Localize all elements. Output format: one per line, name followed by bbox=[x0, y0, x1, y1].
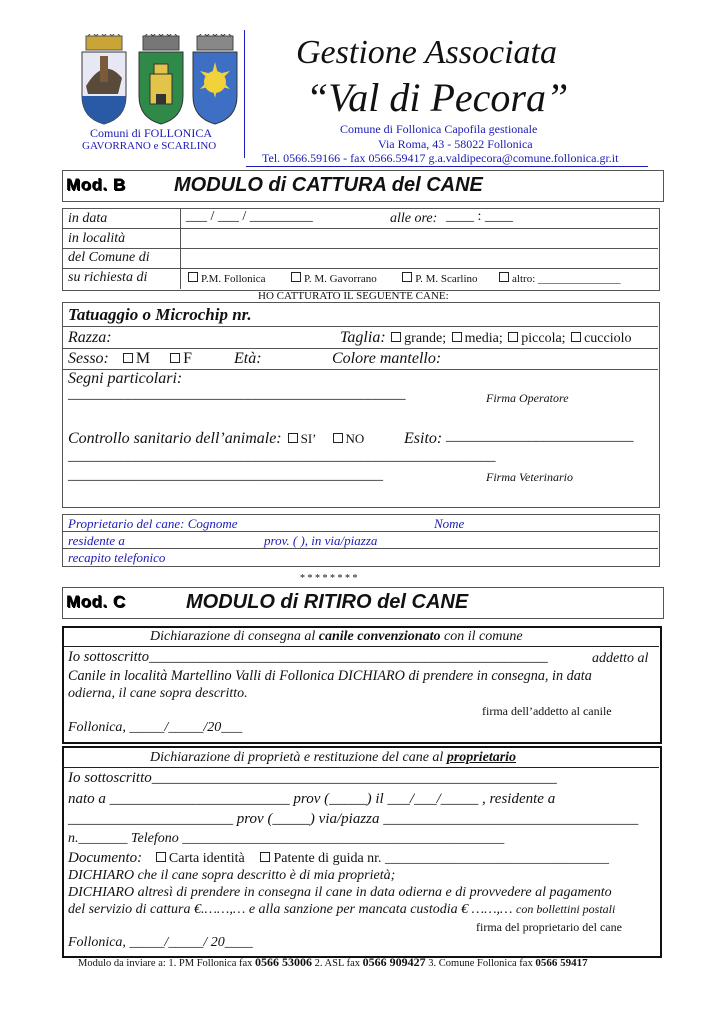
veterinario-signature-line[interactable]: __________________________________________ bbox=[68, 467, 383, 483]
proprietario-documento: Documento: Carta identità Patente di guida nr. ________________________________ bbox=[68, 850, 610, 866]
checkbox-controllo-si[interactable] bbox=[288, 433, 298, 443]
altro-blank[interactable]: _______________ bbox=[538, 273, 621, 285]
canile-io-sottoscritto[interactable]: Io sottoscritto_______________________________________________________ bbox=[68, 649, 548, 665]
veterinario-full-line[interactable]: _________________________________________________________ bbox=[68, 448, 496, 464]
taglia-group: Taglia: grande; media; piccola; cucciolo bbox=[340, 329, 632, 346]
su-richiesta-label: su richiesta di bbox=[68, 270, 148, 285]
comuni-line-1: Comuni di FOLLONICA bbox=[90, 126, 213, 140]
proprietario-dich-2: DICHIARO altresì di prendere in consegna il cane in data odierna e di provvedere al pagamento bbox=[68, 885, 612, 900]
segni-label: Segni particolari: bbox=[68, 370, 183, 387]
prop-cognome-label: Proprietario del cane: Cognome bbox=[68, 516, 238, 531]
capofila-text: Comune di Follonica Capofila gestionale bbox=[340, 122, 538, 136]
header-divider bbox=[244, 30, 245, 158]
canile-addetto: addetto al bbox=[592, 651, 649, 666]
proprietario-io-sottoscritto[interactable]: Io sottoscritto______________________________________________________ bbox=[68, 770, 557, 786]
proprietario-heading: Dichiarazione di proprietà e restituzione del cane al proprietario bbox=[150, 750, 517, 765]
proprietario-dich-1: DICHIARO che il cane sopra descritto è di mia proprietà; bbox=[68, 868, 396, 883]
mod-b-title: MODULO di CATTURA del CANE bbox=[174, 174, 483, 196]
checkbox-patente[interactable] bbox=[260, 852, 270, 862]
time-blanks[interactable]: ____ : ____ bbox=[446, 209, 513, 224]
section-separator: * * * * * * * * bbox=[300, 573, 358, 584]
canile-line-3: odierna, il cane sopra descritto. bbox=[68, 686, 248, 701]
page-title-line-1: Gestione Associata bbox=[296, 34, 557, 71]
checkbox-sesso-f[interactable] bbox=[170, 353, 180, 363]
checkbox-carta-identita[interactable] bbox=[156, 852, 166, 862]
proprietario-dich-3: del servizio di cattura €.……,… e alla sanzione per mancata custodia € ……,… con bollettini postali bbox=[68, 902, 616, 917]
prop-recapito-label: recapito telefonico bbox=[68, 550, 166, 565]
proprietario-firma: firma del proprietario del cane bbox=[476, 920, 622, 934]
checkbox-taglia-cucciolo[interactable] bbox=[571, 332, 581, 342]
canile-firma: firma dell’addetto al canile bbox=[482, 704, 612, 718]
proprietario-telefono[interactable]: n._______ Telefono ______________________________________________ bbox=[68, 831, 505, 846]
colore-label: Colore mantello: bbox=[332, 350, 442, 367]
prop-prov-label: prov. ( ), in via/piazza bbox=[264, 533, 378, 548]
richiesta-options: P.M. Follonica P. M. Gavorrano P. M. Scarlino altro: _______________ bbox=[186, 272, 621, 285]
proprietario-nato[interactable]: nato a ________________________ prov (_____) il ___/___/_____ , residente a bbox=[68, 791, 556, 807]
in-data-label: in data bbox=[68, 211, 108, 226]
coat-of-arms-scarlino-icon bbox=[190, 34, 240, 126]
proprietario-follonica-date[interactable]: Follonica, _____/_____/ 20____ bbox=[68, 935, 253, 950]
tatuaggio-label: Tatuaggio o Microchip nr. bbox=[68, 305, 252, 324]
in-localita-label: in località bbox=[68, 231, 126, 246]
del-comune-label: del Comune di bbox=[68, 250, 150, 265]
prop-residente-label: residente a bbox=[68, 533, 125, 548]
mod-c-title: MODULO di RITIRO del CANE bbox=[186, 591, 469, 613]
date-blanks[interactable]: ___ / ___ / _________ bbox=[186, 209, 313, 224]
contacts-text: Tel. 0566.59166 - fax 0566.59417 g.a.valdipecora@comune.follonica.gr.it bbox=[262, 151, 619, 165]
coat-of-arms-gavorrano-icon bbox=[136, 34, 186, 126]
header-underline bbox=[246, 166, 648, 167]
checkbox-sesso-m[interactable] bbox=[123, 353, 133, 363]
checkbox-taglia-piccola[interactable] bbox=[508, 332, 518, 342]
checkbox-controllo-no[interactable] bbox=[333, 433, 343, 443]
checkbox-altro[interactable] bbox=[499, 272, 509, 282]
checkbox-taglia-grande[interactable] bbox=[391, 332, 401, 342]
coat-of-arms-follonica-icon bbox=[78, 34, 130, 126]
alle-ore-label: alle ore: bbox=[390, 211, 438, 226]
mod-c-tag: Mod. C bbox=[66, 592, 126, 611]
mod-b-tag: Mod. B bbox=[66, 175, 126, 194]
controllo-group: Controllo sanitario dell’animale: SI’ NO bbox=[68, 430, 365, 447]
checkbox-pm-scarlino[interactable] bbox=[402, 272, 412, 282]
sesso-group: Sesso: M F bbox=[68, 350, 193, 367]
comuni-line-2: GAVORRANO e SCARLINO bbox=[82, 140, 217, 152]
canile-line-2: Canile in località Martellino Valli di Follonica DICHIARO di prendere in consegna, in data bbox=[68, 668, 592, 684]
prop-nome-label: Nome bbox=[434, 516, 465, 531]
firma-veterinario-label: Firma Veterinario bbox=[486, 470, 573, 484]
footer-fax-line: Modulo da inviare a: 1. PM Follonica fax 0566 53006 2. ASL fax 0566 909427 3. Comune Follonica fax 0566 59417 bbox=[78, 955, 588, 969]
proprietario-prov[interactable]: ______________________ prov (_____) via/piazza __________________________________ bbox=[68, 811, 639, 827]
checkbox-pm-gavorrano[interactable] bbox=[291, 272, 301, 282]
razza-label: Razza: bbox=[68, 329, 112, 346]
checkbox-taglia-media[interactable] bbox=[452, 332, 462, 342]
page-title-line-2: “Val di Pecora” bbox=[306, 75, 569, 120]
canile-follonica-date[interactable]: Follonica, _____/_____/20___ bbox=[68, 720, 243, 735]
ho-catturato-text: HO CATTURATO IL SEGUENTE CANE: bbox=[258, 290, 449, 302]
eta-label: Età: bbox=[234, 350, 262, 367]
esito-blank[interactable]: _________________________ bbox=[446, 428, 634, 444]
esito-label: Esito: bbox=[404, 430, 443, 447]
firma-operatore-label: Firma Operatore bbox=[486, 391, 569, 405]
canile-heading: Dichiarazione di consegna al canile convenzionato con il comune bbox=[150, 629, 523, 644]
operatore-signature-line[interactable]: _____________________________________________ bbox=[68, 386, 406, 402]
checkbox-pm-follonica[interactable] bbox=[188, 272, 198, 282]
address-text: Via Roma, 43 - 58022 Follonica bbox=[378, 137, 533, 151]
